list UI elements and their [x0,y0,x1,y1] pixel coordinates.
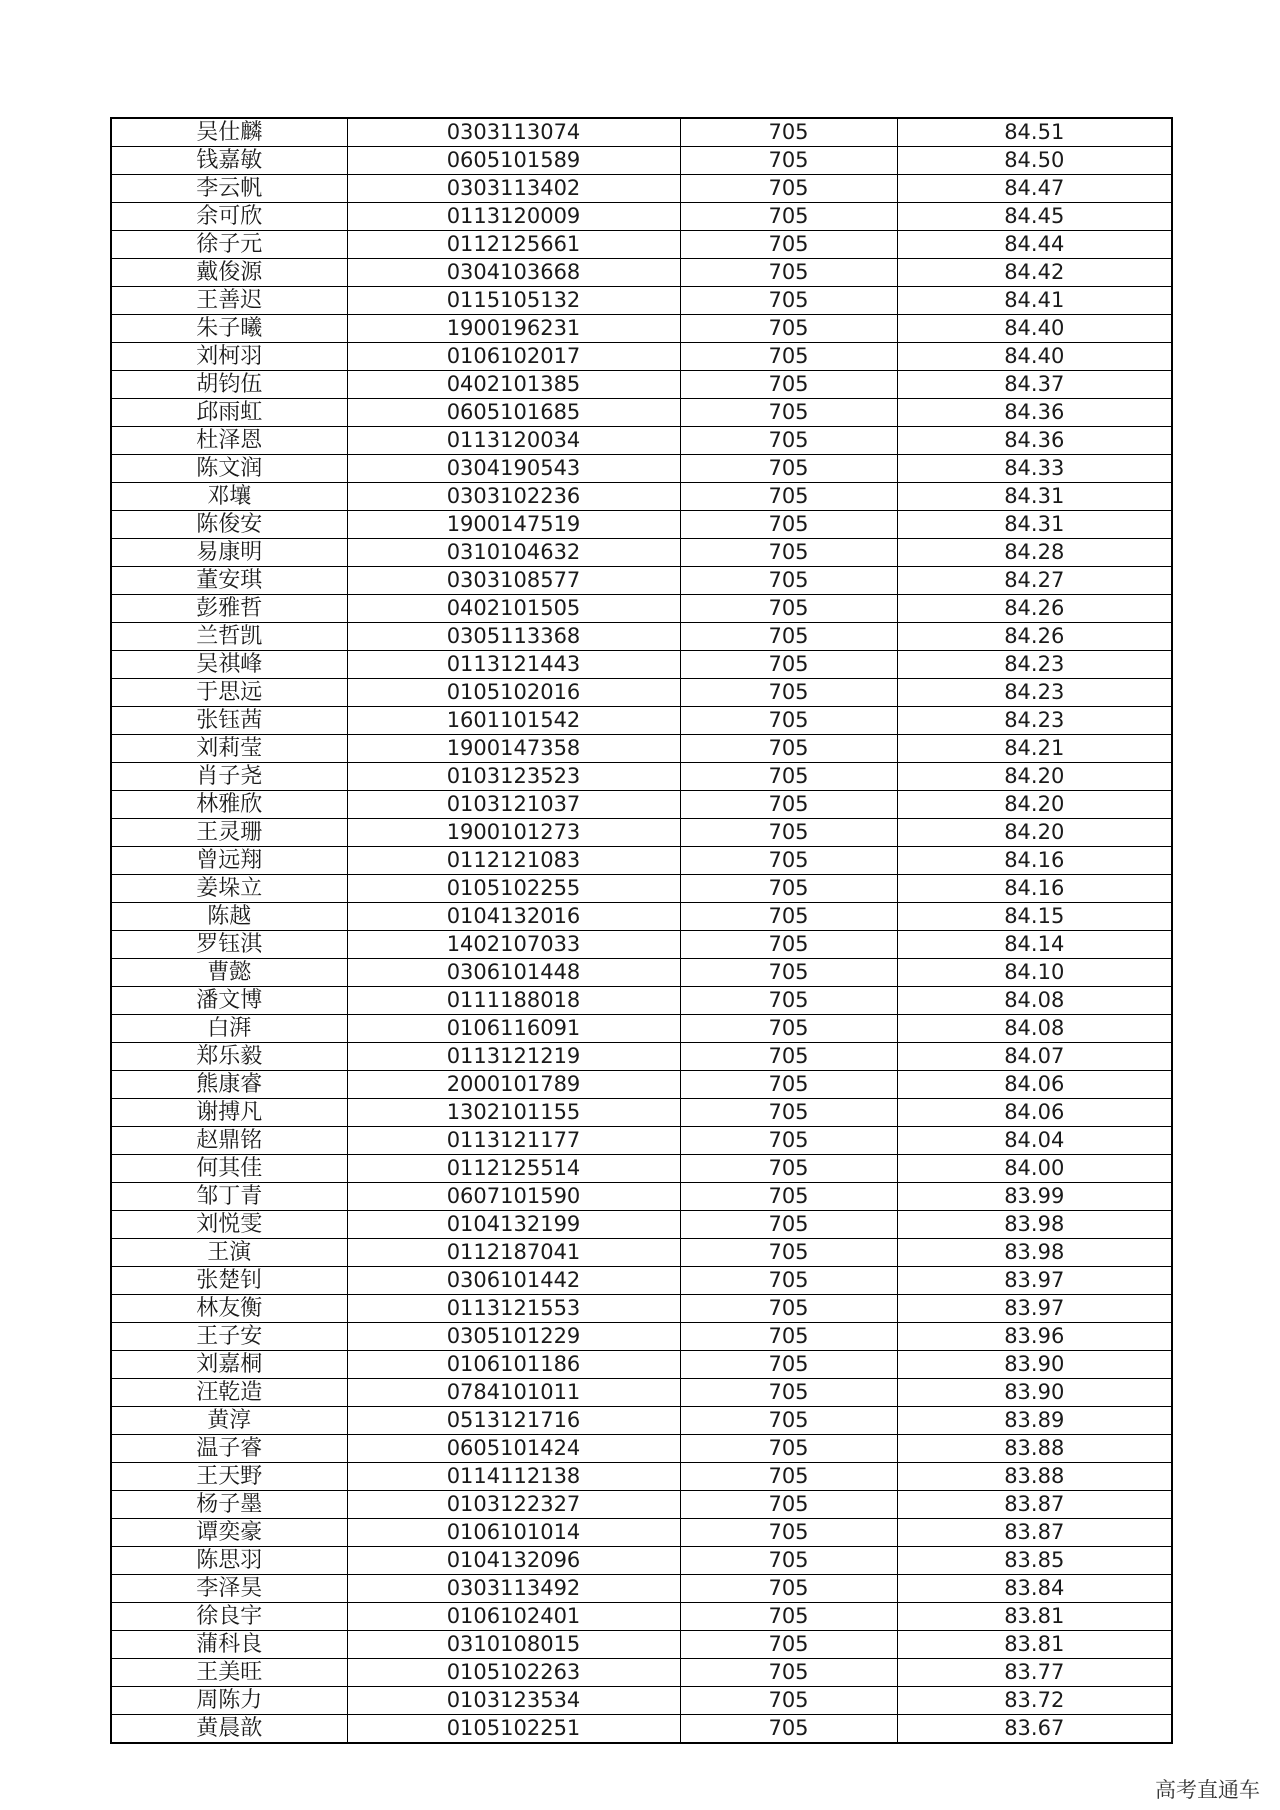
group-code-cell: 705 [680,847,897,875]
group-code-cell: 705 [680,1379,897,1407]
group-code-cell: 705 [680,1071,897,1099]
score-cell: 84.31 [897,483,1172,511]
score-cell: 84.00 [897,1155,1172,1183]
group-code-cell: 705 [680,1015,897,1043]
group-code-cell: 705 [680,1715,897,1744]
group-code-cell: 705 [680,287,897,315]
student-name-cell: 刘莉莹 [111,735,347,763]
exam-id-cell: 0605101685 [347,399,680,427]
score-cell: 83.67 [897,1715,1172,1744]
student-name-cell: 戴俊源 [111,259,347,287]
exam-id-cell: 0303113402 [347,175,680,203]
table-row [111,1099,1172,1127]
score-cell: 83.96 [897,1323,1172,1351]
student-name-cell: 刘柯羽 [111,343,347,371]
score-cell: 83.88 [897,1463,1172,1491]
student-name-cell: 王子安 [111,1323,347,1351]
group-code-cell: 705 [680,147,897,175]
group-code-cell: 705 [680,1211,897,1239]
group-code-cell: 705 [680,707,897,735]
exam-id-cell: 0112125661 [347,231,680,259]
score-cell: 84.23 [897,651,1172,679]
student-name-cell: 兰哲凯 [111,623,347,651]
group-code-cell: 705 [680,315,897,343]
table-row [111,959,1172,987]
table-row [111,1071,1172,1099]
group-code-cell: 705 [680,987,897,1015]
score-cell: 83.89 [897,1407,1172,1435]
exam-id-cell: 0306101448 [347,959,680,987]
group-code-cell: 705 [680,1295,897,1323]
table-row [111,1155,1172,1183]
group-code-cell: 705 [680,875,897,903]
student-name-cell: 李云帆 [111,175,347,203]
exam-id-cell: 2000101789 [347,1071,680,1099]
student-name-cell: 张钰茜 [111,707,347,735]
student-name-cell: 张楚钊 [111,1267,347,1295]
student-name-cell: 陈俊安 [111,511,347,539]
table-row [111,315,1172,343]
student-name-cell: 赵鼎铭 [111,1127,347,1155]
student-name-cell: 刘悦雯 [111,1211,347,1239]
score-cell: 83.84 [897,1575,1172,1603]
table-row [111,987,1172,1015]
exam-id-cell: 0106116091 [347,1015,680,1043]
student-name-cell: 胡钧伍 [111,371,347,399]
student-name-cell: 谭奕豪 [111,1519,347,1547]
group-code-cell: 705 [680,567,897,595]
student-name-cell: 蒲科良 [111,1631,347,1659]
table-row [111,819,1172,847]
group-code-cell: 705 [680,259,897,287]
group-code-cell: 705 [680,1351,897,1379]
student-name-cell: 徐良宇 [111,1603,347,1631]
student-name-cell: 易康明 [111,539,347,567]
group-code-cell: 705 [680,735,897,763]
exam-id-cell: 1900101273 [347,819,680,847]
table-row [111,231,1172,259]
exam-id-cell: 0105102263 [347,1659,680,1687]
student-name-cell: 肖子尧 [111,763,347,791]
table-row [111,455,1172,483]
student-name-cell: 黄晨歆 [111,1715,347,1744]
table-row [111,259,1172,287]
score-cell: 83.90 [897,1379,1172,1407]
group-code-cell: 705 [680,791,897,819]
exam-id-cell: 0111188018 [347,987,680,1015]
score-cell: 84.28 [897,539,1172,567]
exam-id-cell: 0113121177 [347,1127,680,1155]
student-name-cell: 邱雨虹 [111,399,347,427]
score-cell: 84.23 [897,707,1172,735]
group-code-cell: 705 [680,1127,897,1155]
group-code-cell: 705 [680,511,897,539]
score-cell: 84.40 [897,343,1172,371]
exam-id-cell: 0105102251 [347,1715,680,1744]
student-name-cell: 汪乾造 [111,1379,347,1407]
score-cell: 84.23 [897,679,1172,707]
group-code-cell: 705 [680,651,897,679]
student-name-cell: 曾远翔 [111,847,347,875]
table-row [111,1659,1172,1687]
table-row [111,651,1172,679]
exam-id-cell: 1900196231 [347,315,680,343]
student-name-cell: 温子睿 [111,1435,347,1463]
student-name-cell: 陈思羽 [111,1547,347,1575]
table-row [111,931,1172,959]
table-row [111,1715,1172,1744]
score-cell: 84.06 [897,1099,1172,1127]
student-name-cell: 杨子墨 [111,1491,347,1519]
score-cell: 84.33 [897,455,1172,483]
student-name-cell: 董安琪 [111,567,347,595]
exam-id-cell: 0402101505 [347,595,680,623]
score-cell: 84.20 [897,819,1172,847]
score-cell: 84.47 [897,175,1172,203]
table-row [111,1267,1172,1295]
table-row [111,567,1172,595]
group-code-cell: 705 [680,1183,897,1211]
score-cell: 84.08 [897,1015,1172,1043]
group-code-cell: 705 [680,1435,897,1463]
exam-id-cell: 0104132199 [347,1211,680,1239]
group-code-cell: 705 [680,1463,897,1491]
score-cell: 84.51 [897,118,1172,147]
exam-id-cell: 0305113368 [347,623,680,651]
score-cell: 83.87 [897,1519,1172,1547]
group-code-cell: 705 [680,1267,897,1295]
student-name-cell: 白湃 [111,1015,347,1043]
exam-id-cell: 1402107033 [347,931,680,959]
table-row [111,1687,1172,1715]
group-code-cell: 705 [680,1603,897,1631]
exam-id-cell: 0112187041 [347,1239,680,1267]
student-name-cell: 周陈力 [111,1687,347,1715]
group-code-cell: 705 [680,203,897,231]
table-row [111,427,1172,455]
group-code-cell: 705 [680,1519,897,1547]
exam-id-cell: 0106101014 [347,1519,680,1547]
group-code-cell: 705 [680,1575,897,1603]
group-code-cell: 705 [680,1099,897,1127]
exam-id-cell: 0103122327 [347,1491,680,1519]
score-cell: 84.14 [897,931,1172,959]
exam-id-cell: 0304103668 [347,259,680,287]
score-cell: 84.20 [897,763,1172,791]
score-cell: 84.36 [897,427,1172,455]
score-cell: 83.87 [897,1491,1172,1519]
score-cell: 83.99 [897,1183,1172,1211]
exam-id-cell: 0303102236 [347,483,680,511]
table-row [111,1519,1172,1547]
group-code-cell: 705 [680,959,897,987]
student-name-cell: 熊康睿 [111,1071,347,1099]
score-cell: 83.81 [897,1603,1172,1631]
exam-id-cell: 0113121443 [347,651,680,679]
exam-id-cell: 0310104632 [347,539,680,567]
student-name-cell: 王演 [111,1239,347,1267]
table-row [111,1127,1172,1155]
table-row [111,791,1172,819]
score-cell: 84.16 [897,875,1172,903]
score-cell: 83.85 [897,1547,1172,1575]
student-name-cell: 林雅欣 [111,791,347,819]
student-name-cell: 潘文博 [111,987,347,1015]
group-code-cell: 705 [680,763,897,791]
student-name-cell: 徐子元 [111,231,347,259]
exam-id-cell: 0303108577 [347,567,680,595]
student-name-cell: 何其佳 [111,1155,347,1183]
student-name-cell: 陈越 [111,903,347,931]
exam-id-cell: 0103121037 [347,791,680,819]
table-row [111,287,1172,315]
student-name-cell: 王天野 [111,1463,347,1491]
score-cell: 84.26 [897,623,1172,651]
table-row [111,539,1172,567]
group-code-cell: 705 [680,1155,897,1183]
group-code-cell: 705 [680,1491,897,1519]
student-name-cell: 于思远 [111,679,347,707]
exam-id-cell: 0112125514 [347,1155,680,1183]
exam-id-cell: 0402101385 [347,371,680,399]
watermark-text: 高考直通车 [1155,1778,1260,1802]
student-name-cell: 邹丁青 [111,1183,347,1211]
score-cell: 84.20 [897,791,1172,819]
score-cell: 84.10 [897,959,1172,987]
score-cell: 83.90 [897,1351,1172,1379]
score-cell: 84.27 [897,567,1172,595]
table-row [111,343,1172,371]
table-row [111,1631,1172,1659]
group-code-cell: 705 [680,1659,897,1687]
exam-id-cell: 0305101229 [347,1323,680,1351]
group-code-cell: 705 [680,118,897,147]
exam-id-cell: 0306101442 [347,1267,680,1295]
exam-id-cell: 0104132016 [347,903,680,931]
exam-id-cell: 0103123534 [347,1687,680,1715]
table-row [111,1323,1172,1351]
exam-id-cell: 0115105132 [347,287,680,315]
student-name-cell: 王灵珊 [111,819,347,847]
table-row [111,1491,1172,1519]
student-name-cell: 黄淳 [111,1407,347,1435]
group-code-cell: 705 [680,679,897,707]
student-name-cell: 郑乐毅 [111,1043,347,1071]
exam-id-cell: 0513121716 [347,1407,680,1435]
student-name-cell: 杜泽恩 [111,427,347,455]
group-code-cell: 705 [680,371,897,399]
table-row [111,735,1172,763]
exam-id-cell: 0113121219 [347,1043,680,1071]
table-row [111,175,1172,203]
exam-id-cell: 0104132096 [347,1547,680,1575]
student-name-cell: 王美旺 [111,1659,347,1687]
score-cell: 83.88 [897,1435,1172,1463]
score-cell: 84.15 [897,903,1172,931]
table-row [111,1435,1172,1463]
table-row [111,1015,1172,1043]
table-row [111,118,1172,147]
score-table [110,117,1173,1744]
exam-id-cell: 0105102016 [347,679,680,707]
score-cell: 84.45 [897,203,1172,231]
exam-id-cell: 1900147519 [347,511,680,539]
group-code-cell: 705 [680,343,897,371]
exam-id-cell: 0310108015 [347,1631,680,1659]
score-cell: 84.41 [897,287,1172,315]
student-name-cell: 吴祺峰 [111,651,347,679]
score-cell: 83.98 [897,1239,1172,1267]
table-row [111,707,1172,735]
exam-id-cell: 0113121553 [347,1295,680,1323]
table-row [111,147,1172,175]
score-cell: 84.40 [897,315,1172,343]
score-cell: 83.72 [897,1687,1172,1715]
group-code-cell: 705 [680,1043,897,1071]
group-code-cell: 705 [680,175,897,203]
exam-id-cell: 0106102401 [347,1603,680,1631]
group-code-cell: 705 [680,1239,897,1267]
exam-id-cell: 0303113492 [347,1575,680,1603]
exam-id-cell: 0103123523 [347,763,680,791]
score-cell: 84.04 [897,1127,1172,1155]
student-name-cell: 姜垛立 [111,875,347,903]
group-code-cell: 705 [680,427,897,455]
score-cell: 84.08 [897,987,1172,1015]
score-cell: 83.77 [897,1659,1172,1687]
student-name-cell: 刘嘉桐 [111,1351,347,1379]
group-code-cell: 705 [680,903,897,931]
exam-id-cell: 0784101011 [347,1379,680,1407]
score-cell: 84.21 [897,735,1172,763]
exam-id-cell: 0106102017 [347,343,680,371]
group-code-cell: 705 [680,1547,897,1575]
score-cell: 83.97 [897,1295,1172,1323]
score-cell: 84.42 [897,259,1172,287]
exam-id-cell: 0303113074 [347,118,680,147]
table-row [111,1239,1172,1267]
table-row [111,1379,1172,1407]
group-code-cell: 705 [680,399,897,427]
table-row [111,595,1172,623]
table-row [111,623,1172,651]
score-cell: 84.36 [897,399,1172,427]
table-row [111,679,1172,707]
exam-id-cell: 0605101424 [347,1435,680,1463]
student-name-cell: 钱嘉敏 [111,147,347,175]
table-row [111,483,1172,511]
score-cell: 84.16 [897,847,1172,875]
exam-id-cell: 0112121083 [347,847,680,875]
score-cell: 83.98 [897,1211,1172,1239]
table-row [111,1463,1172,1491]
score-cell: 84.31 [897,511,1172,539]
table-row [111,1407,1172,1435]
score-cell: 84.07 [897,1043,1172,1071]
group-code-cell: 705 [680,819,897,847]
group-code-cell: 705 [680,1631,897,1659]
table-row [111,875,1172,903]
group-code-cell: 705 [680,483,897,511]
student-name-cell: 邓壤 [111,483,347,511]
exam-id-cell: 1900147358 [347,735,680,763]
score-cell: 84.37 [897,371,1172,399]
student-name-cell: 彭雅哲 [111,595,347,623]
table-row [111,1183,1172,1211]
group-code-cell: 705 [680,1687,897,1715]
exam-id-cell: 0106101186 [347,1351,680,1379]
table-row [111,1547,1172,1575]
exam-id-cell: 0304190543 [347,455,680,483]
group-code-cell: 705 [680,1323,897,1351]
table-row [111,847,1172,875]
student-name-cell: 余可欣 [111,203,347,231]
table-row [111,371,1172,399]
student-name-cell: 曹懿 [111,959,347,987]
student-name-cell: 李泽昊 [111,1575,347,1603]
group-code-cell: 705 [680,623,897,651]
group-code-cell: 705 [680,595,897,623]
score-cell: 83.97 [897,1267,1172,1295]
student-name-cell: 谢搏凡 [111,1099,347,1127]
table-row [111,1603,1172,1631]
table-row [111,1211,1172,1239]
table-row [111,1575,1172,1603]
student-name-cell: 朱子曦 [111,315,347,343]
table-row [111,903,1172,931]
table-row [111,511,1172,539]
exam-id-cell: 0105102255 [347,875,680,903]
exam-id-cell: 0605101589 [347,147,680,175]
score-cell: 84.44 [897,231,1172,259]
table-row [111,763,1172,791]
table-row [111,399,1172,427]
table-row [111,1351,1172,1379]
exam-id-cell: 1302101155 [347,1099,680,1127]
score-cell: 84.26 [897,595,1172,623]
exam-id-cell: 0114112138 [347,1463,680,1491]
student-name-cell: 吴仕麟 [111,118,347,147]
group-code-cell: 705 [680,455,897,483]
score-cell: 84.50 [897,147,1172,175]
exam-id-cell: 0607101590 [347,1183,680,1211]
group-code-cell: 705 [680,231,897,259]
score-cell: 84.06 [897,1071,1172,1099]
score-rows [111,118,1172,1743]
table-row [111,1043,1172,1071]
exam-id-cell: 0113120009 [347,203,680,231]
student-name-cell: 罗钰淇 [111,931,347,959]
student-name-cell: 陈文润 [111,455,347,483]
group-code-cell: 705 [680,1407,897,1435]
exam-id-cell: 0113120034 [347,427,680,455]
score-cell: 83.81 [897,1631,1172,1659]
student-name-cell: 林友衡 [111,1295,347,1323]
student-name-cell: 王善迟 [111,287,347,315]
table-row [111,1295,1172,1323]
table-row [111,203,1172,231]
exam-id-cell: 1601101542 [347,707,680,735]
group-code-cell: 705 [680,931,897,959]
group-code-cell: 705 [680,539,897,567]
